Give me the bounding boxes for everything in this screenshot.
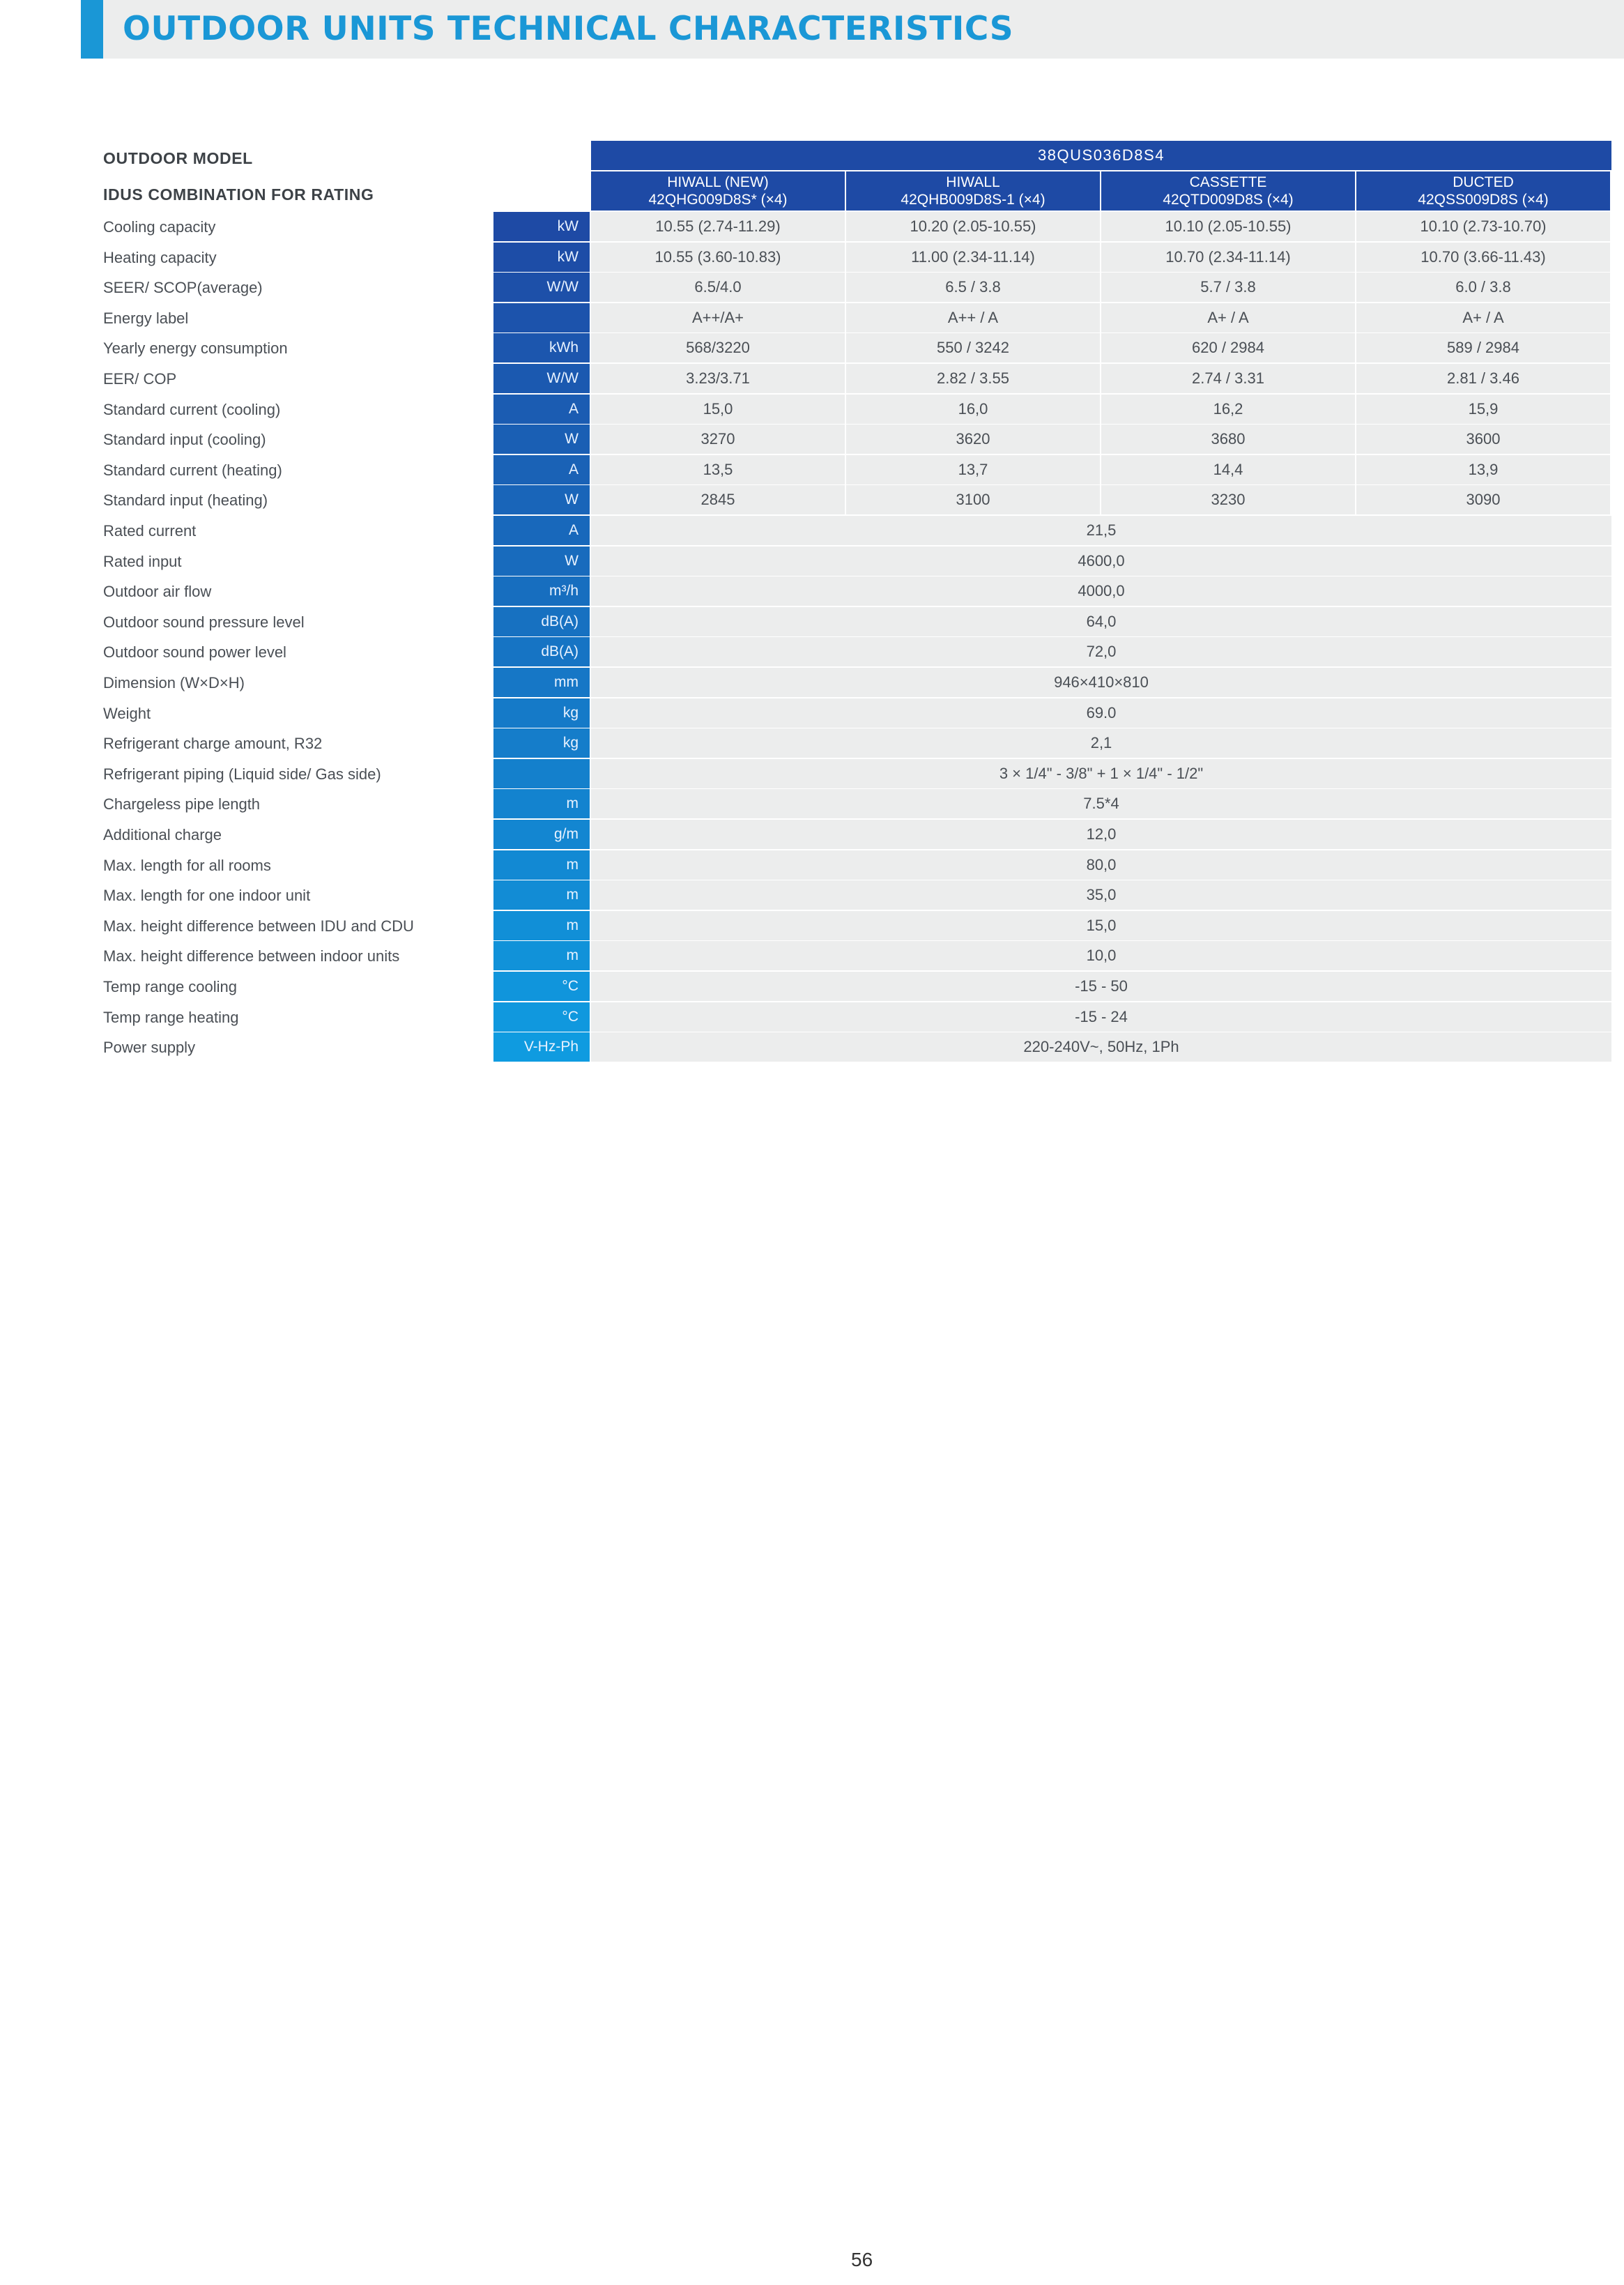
row-unit: W <box>493 425 590 454</box>
table-row <box>103 395 1611 425</box>
table-cell: 10.10 (2.05-10.55) <box>1101 212 1355 241</box>
table-cell: 2845 <box>591 485 845 514</box>
row-unit <box>493 759 590 788</box>
table-row <box>103 516 1611 547</box>
table-cell-merged: 35,0 <box>591 880 1611 910</box>
table-cell: 2.82 / 3.55 <box>846 364 1100 393</box>
table-cell: 589 / 2984 <box>1356 333 1610 362</box>
table-cell-merged: 64,0 <box>591 607 1611 636</box>
row-label: Outdoor air flow <box>103 583 212 601</box>
table-cell: 568/3220 <box>591 333 845 362</box>
row-label: Rated input <box>103 552 182 570</box>
row-label: Yearly energy consumption <box>103 339 288 358</box>
table-cell-merged: 10,0 <box>591 941 1611 970</box>
table-cell: 10.10 (2.73-10.70) <box>1356 212 1610 241</box>
table-cell: 6.5/4.0 <box>591 273 845 302</box>
row-unit: W/W <box>493 273 590 302</box>
row-label: Power supply <box>103 1039 196 1057</box>
table-cell: 16,0 <box>846 395 1100 424</box>
row-unit: dB(A) <box>493 637 590 666</box>
table-cell: 13,9 <box>1356 455 1610 484</box>
row-label: Standard input (cooling) <box>103 431 266 449</box>
table-cell-merged: 7.5*4 <box>591 789 1611 818</box>
table-row <box>103 972 1611 1002</box>
table-cell: 10.55 (3.60-10.83) <box>591 243 845 272</box>
table-cell: 13,5 <box>591 455 845 484</box>
table-cell-merged: 12,0 <box>591 820 1611 849</box>
row-label: Heating capacity <box>103 248 217 266</box>
row-label: Standard current (heating) <box>103 461 282 479</box>
table-cell-merged: 2,1 <box>591 728 1611 758</box>
row-label: Refrigerant charge amount, R32 <box>103 735 323 753</box>
column-header <box>591 171 845 211</box>
table-cell: 10.70 (3.66-11.43) <box>1356 243 1610 272</box>
table-cell: 550 / 3242 <box>846 333 1100 362</box>
table-cell: 620 / 2984 <box>1101 333 1355 362</box>
row-unit: kg <box>493 728 590 758</box>
table-cell: 3270 <box>591 425 845 454</box>
table-cell: 16,2 <box>1101 395 1355 424</box>
table-row <box>103 668 1611 698</box>
table-cell-merged: 220-240V~, 50Hz, 1Ph <box>591 1032 1611 1062</box>
table-row <box>103 698 1611 729</box>
table-row <box>103 911 1611 942</box>
table-cell: 3100 <box>846 485 1100 514</box>
table-cell-merged: 21,5 <box>591 516 1611 545</box>
row-label: Energy label <box>103 309 189 327</box>
table-row <box>103 547 1611 577</box>
row-unit: W <box>493 547 590 576</box>
table-cell-merged: 946×410×810 <box>591 668 1611 697</box>
row-unit: g/m <box>493 820 590 849</box>
table-cell-merged: 72,0 <box>591 637 1611 666</box>
table-row <box>103 303 1611 334</box>
table-cell: 3090 <box>1356 485 1610 514</box>
table-row <box>103 637 1611 668</box>
table-cell: 3230 <box>1101 485 1355 514</box>
table-cell-merged: 4000,0 <box>591 576 1611 606</box>
table-cell: 3620 <box>846 425 1100 454</box>
row-unit: kg <box>493 698 590 728</box>
table-row <box>103 820 1611 850</box>
table-row <box>103 728 1611 759</box>
row-label: Outdoor sound pressure level <box>103 613 305 631</box>
table-cell-merged: 15,0 <box>591 911 1611 940</box>
row-unit <box>493 303 590 333</box>
table-cell-merged: 4600,0 <box>591 547 1611 576</box>
table-row <box>103 759 1611 790</box>
outdoor-model-name: 38QUS036D8S4 <box>591 141 1611 170</box>
table-row <box>103 485 1611 516</box>
table-row <box>103 607 1611 638</box>
column-model: 42QHB009D8S-1 (×4) <box>901 192 1045 208</box>
table-cell-merged: -15 - 50 <box>591 972 1611 1001</box>
table-cell-merged: 80,0 <box>591 850 1611 880</box>
table-cell: 10.20 (2.05-10.55) <box>846 212 1100 241</box>
table-cell: 6.0 / 3.8 <box>1356 273 1610 302</box>
table-row <box>103 425 1611 455</box>
table-cell: 3.23/3.71 <box>591 364 845 393</box>
row-unit: mm <box>493 668 590 697</box>
table-cell: 2.74 / 3.31 <box>1101 364 1355 393</box>
row-label: Outdoor sound power level <box>103 643 286 662</box>
row-unit: kW <box>493 212 590 241</box>
column-type: HIWALL <box>946 174 1000 190</box>
table-cell-merged: -15 - 24 <box>591 1002 1611 1032</box>
table-row <box>103 273 1611 303</box>
table-row <box>103 1002 1611 1033</box>
table-cell: 15,9 <box>1356 395 1610 424</box>
page-number: 56 <box>851 2249 873 2270</box>
table-row <box>103 576 1611 607</box>
table-row <box>103 880 1611 911</box>
table-row <box>103 1032 1611 1063</box>
table-cell: 14,4 <box>1101 455 1355 484</box>
row-label: Temp range heating <box>103 1008 239 1026</box>
row-label: Cooling capacity <box>103 218 216 236</box>
row-unit: A <box>493 516 590 545</box>
table-cell-merged: 69.0 <box>591 698 1611 728</box>
row-unit: V-Hz-Ph <box>493 1032 590 1062</box>
row-label: Max. length for one indoor unit <box>103 887 311 905</box>
column-model: 42QSS009D8S (×4) <box>1418 192 1549 208</box>
table-row <box>103 455 1611 486</box>
row-unit: W/W <box>493 364 590 393</box>
table-cell: A++ / A <box>846 303 1100 333</box>
table-cell: 2.81 / 3.46 <box>1356 364 1610 393</box>
row-label: Additional charge <box>103 826 222 843</box>
table-cell-merged: 3 × 1/4" - 3/8" + 1 × 1/4" - 1/2" <box>591 759 1611 788</box>
row-label: Chargeless pipe length <box>103 795 261 813</box>
table-row <box>103 212 1611 243</box>
table-cell: 6.5 / 3.8 <box>846 273 1100 302</box>
row-unit: m <box>493 941 590 970</box>
table-cell: 10.70 (2.34-11.14) <box>1101 243 1355 272</box>
row-label: Weight <box>103 704 151 722</box>
row-label: Dimension (W×D×H) <box>103 674 245 691</box>
table-cell: A+ / A <box>1101 303 1355 333</box>
table-row <box>103 789 1611 820</box>
row-unit: m <box>493 880 590 910</box>
table-cell: A++/A+ <box>591 303 845 333</box>
row-label: Max. height difference between indoor units <box>103 947 400 965</box>
table-cell: 13,7 <box>846 455 1100 484</box>
page-title: OUTDOOR UNITS TECHNICAL CHARACTERISTICS <box>123 10 1014 48</box>
row-unit: m <box>493 789 590 818</box>
table-cell: 5.7 / 3.8 <box>1101 273 1355 302</box>
column-model: 42QTD009D8S (×4) <box>1163 192 1294 208</box>
row-unit: kW <box>493 243 590 272</box>
table-cell: 11.00 (2.34-11.14) <box>846 243 1100 272</box>
column-type: CASSETTE <box>1189 174 1267 190</box>
column-type: DUCTED <box>1453 174 1514 190</box>
table-row <box>103 364 1611 395</box>
row-unit: °C <box>493 972 590 1001</box>
table-cell: 3600 <box>1356 425 1610 454</box>
row-unit: m <box>493 850 590 880</box>
row-unit: A <box>493 395 590 424</box>
row-label: Rated current <box>103 522 197 540</box>
column-type: HIWALL (NEW) <box>667 174 769 190</box>
row-label: Standard input (heating) <box>103 491 268 510</box>
table-cell: 10.55 (2.74-11.29) <box>591 212 845 241</box>
table-row <box>103 243 1611 273</box>
title-accent-bar <box>81 0 103 59</box>
table-cell: 3680 <box>1101 425 1355 454</box>
row-unit: m³/h <box>493 576 590 606</box>
row-unit: A <box>493 455 590 484</box>
row-unit: W <box>493 485 590 514</box>
table-row <box>103 333 1611 364</box>
column-model: 42QHG009D8S* (×4) <box>648 192 788 208</box>
row-label: Max. length for all rooms <box>103 856 271 874</box>
idus-combination-label: IDUS COMBINATION FOR RATING <box>103 185 374 204</box>
row-label: Refrigerant piping (Liquid side/ Gas side) <box>103 765 381 783</box>
column-header <box>1101 171 1355 211</box>
table-cell: A+ / A <box>1356 303 1610 333</box>
row-unit: dB(A) <box>493 607 590 636</box>
table-row <box>103 941 1611 972</box>
table-cell: 15,0 <box>591 395 845 424</box>
row-unit: kWh <box>493 333 590 362</box>
column-header <box>846 171 1100 211</box>
row-label: SEER/ SCOP(average) <box>103 279 263 297</box>
row-label: Temp range cooling <box>103 978 238 995</box>
row-label: Standard current (cooling) <box>103 400 281 418</box>
row-label: Max. height difference between IDU and CDU <box>103 917 414 935</box>
table-row <box>103 850 1611 881</box>
row-unit: m <box>493 911 590 940</box>
outdoor-model-label: OUTDOOR MODEL <box>103 149 253 167</box>
row-label: EER/ COP <box>103 370 177 388</box>
row-unit: °C <box>493 1002 590 1032</box>
column-header <box>1356 171 1610 211</box>
